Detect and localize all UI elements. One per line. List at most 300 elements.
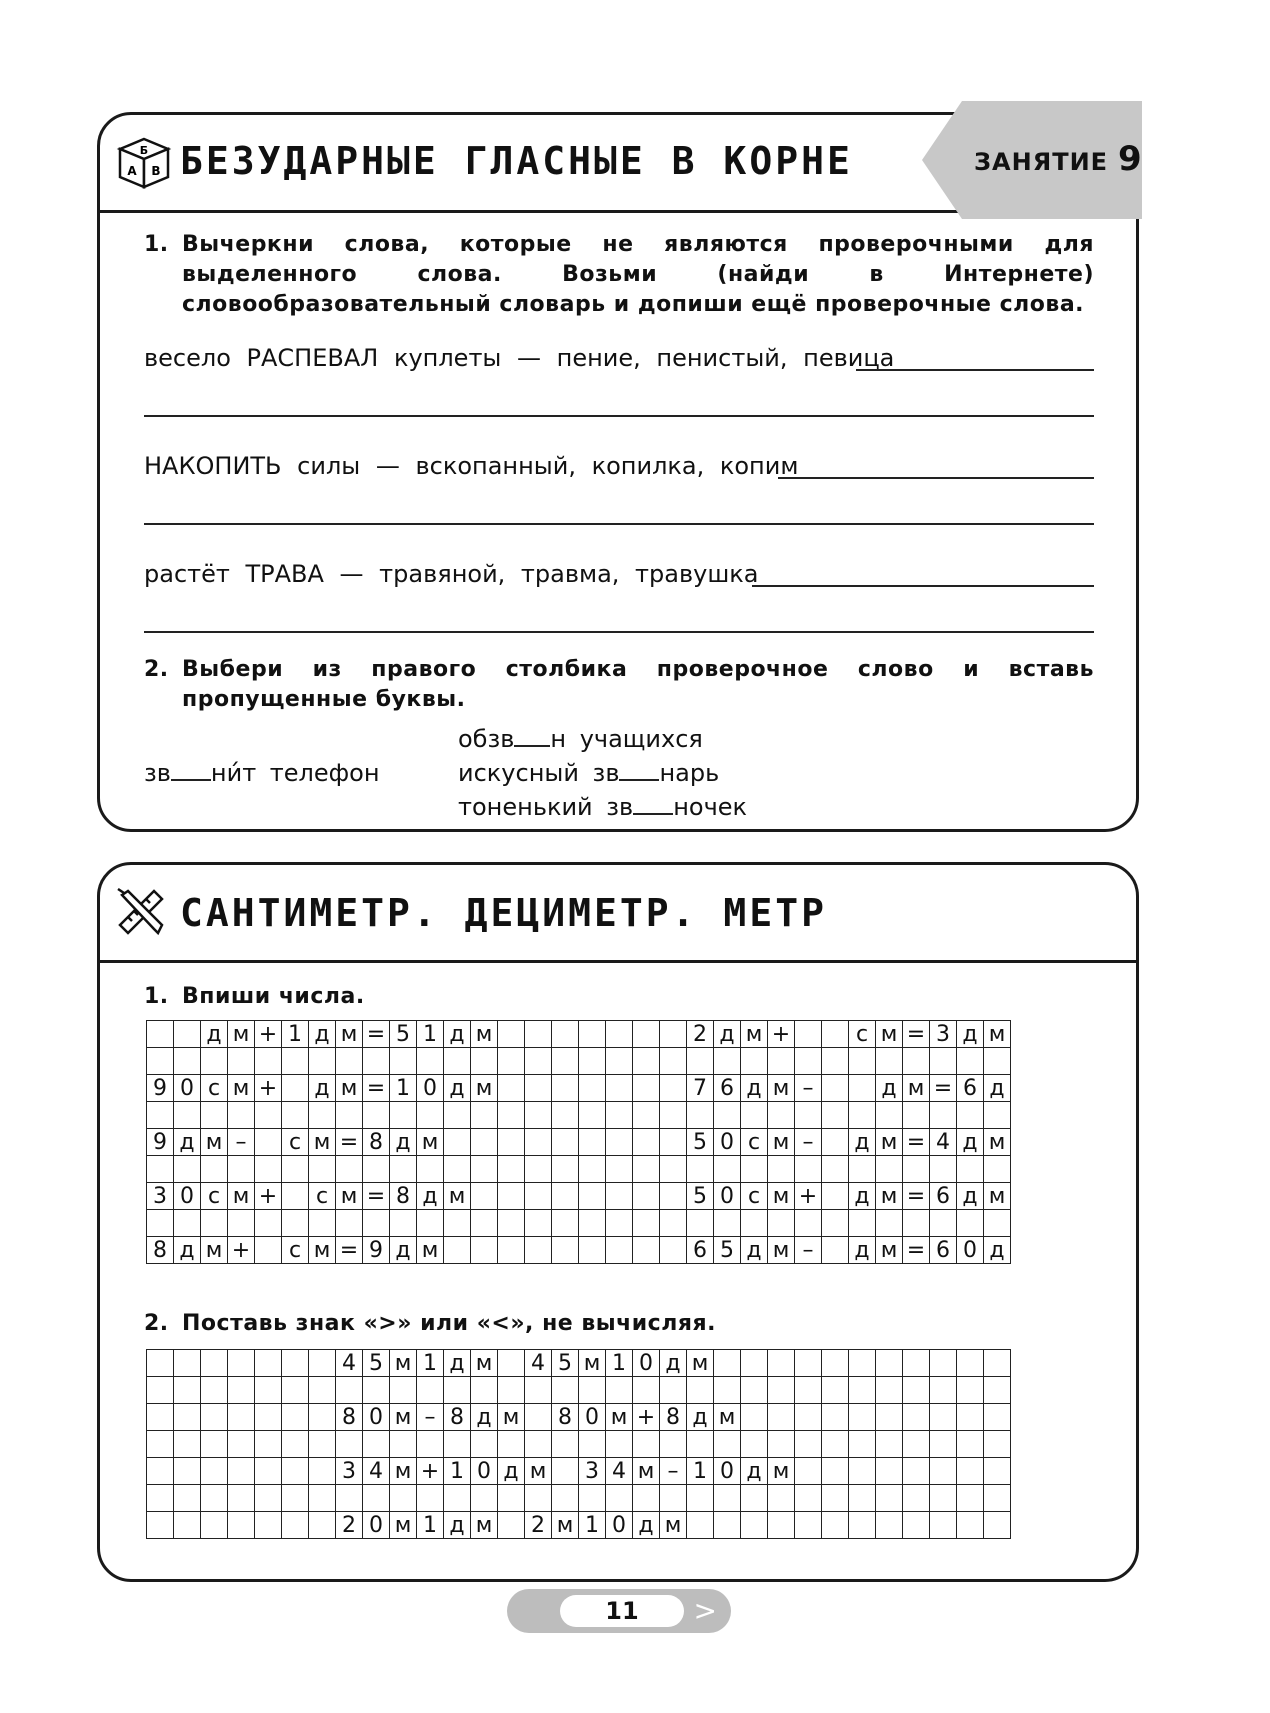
- grid-cell[interactable]: 0: [957, 1237, 984, 1264]
- grid-cell[interactable]: [876, 1048, 903, 1075]
- grid-cell[interactable]: д: [876, 1075, 903, 1102]
- grid-cell[interactable]: [687, 1156, 714, 1183]
- grid-cell[interactable]: [282, 1102, 309, 1129]
- grid-cell[interactable]: 8: [336, 1404, 363, 1431]
- grid-cell[interactable]: [795, 1431, 822, 1458]
- grid-cell[interactable]: [795, 1512, 822, 1539]
- grid-cell[interactable]: [849, 1048, 876, 1075]
- grid-cell[interactable]: м: [984, 1021, 1011, 1048]
- grid-cell[interactable]: [552, 1458, 579, 1485]
- grid-cell[interactable]: [957, 1431, 984, 1458]
- grid-cell[interactable]: [174, 1102, 201, 1129]
- grid-cell[interactable]: 0: [714, 1183, 741, 1210]
- grid-cell[interactable]: м: [336, 1183, 363, 1210]
- grid-cell[interactable]: [147, 1377, 174, 1404]
- grid-cell[interactable]: м: [984, 1183, 1011, 1210]
- grid-cell[interactable]: [147, 1404, 174, 1431]
- grid-cell[interactable]: 1: [687, 1458, 714, 1485]
- grid-cell[interactable]: 6: [687, 1237, 714, 1264]
- grid-cell[interactable]: [336, 1377, 363, 1404]
- grid-cell[interactable]: [822, 1485, 849, 1512]
- grid-cell[interactable]: [984, 1048, 1011, 1075]
- grid-cell[interactable]: [822, 1377, 849, 1404]
- grid-cell[interactable]: 5: [687, 1129, 714, 1156]
- grid-cell[interactable]: [957, 1102, 984, 1129]
- grid-cell[interactable]: [822, 1512, 849, 1539]
- grid-cell[interactable]: с: [309, 1183, 336, 1210]
- grid-cell[interactable]: [660, 1075, 687, 1102]
- grid-cell[interactable]: [795, 1377, 822, 1404]
- grid-cell[interactable]: м: [228, 1021, 255, 1048]
- grid-cell[interactable]: [606, 1237, 633, 1264]
- grid-cell[interactable]: [795, 1021, 822, 1048]
- grid-cell[interactable]: м: [309, 1237, 336, 1264]
- grid-cell[interactable]: [579, 1377, 606, 1404]
- letter-blank[interactable]: [171, 759, 211, 781]
- grid-cell[interactable]: [471, 1129, 498, 1156]
- grid-cell[interactable]: [876, 1404, 903, 1431]
- grid-cell[interactable]: [660, 1431, 687, 1458]
- grid-cell[interactable]: [336, 1156, 363, 1183]
- grid-cell[interactable]: м: [201, 1129, 228, 1156]
- grid-cell[interactable]: [498, 1237, 525, 1264]
- grid-cell[interactable]: 5: [714, 1237, 741, 1264]
- grid-cell[interactable]: [660, 1183, 687, 1210]
- grid-cell[interactable]: [471, 1156, 498, 1183]
- grid-cell[interactable]: [147, 1431, 174, 1458]
- grid-cell[interactable]: [579, 1129, 606, 1156]
- grid-cell[interactable]: [201, 1377, 228, 1404]
- grid-cell[interactable]: [849, 1485, 876, 1512]
- grid-cell[interactable]: 1: [417, 1512, 444, 1539]
- grid-cell[interactable]: [147, 1458, 174, 1485]
- grid-cell[interactable]: [930, 1102, 957, 1129]
- grid-cell[interactable]: [552, 1431, 579, 1458]
- grid-cell[interactable]: [525, 1485, 552, 1512]
- grid-cell[interactable]: [822, 1102, 849, 1129]
- grid-cell[interactable]: м: [444, 1183, 471, 1210]
- grid-cell[interactable]: 6: [714, 1075, 741, 1102]
- grid-cell[interactable]: [795, 1458, 822, 1485]
- grid-cell[interactable]: [525, 1021, 552, 1048]
- grid-cell[interactable]: с: [282, 1237, 309, 1264]
- grid-cell[interactable]: [255, 1210, 282, 1237]
- grid-cell[interactable]: [606, 1210, 633, 1237]
- grid-cell[interactable]: [309, 1377, 336, 1404]
- grid-cell[interactable]: [876, 1485, 903, 1512]
- grid-cell[interactable]: [201, 1102, 228, 1129]
- grid-cell[interactable]: м: [768, 1183, 795, 1210]
- grid-cell[interactable]: [930, 1377, 957, 1404]
- grid-cell[interactable]: [606, 1183, 633, 1210]
- grid-cell[interactable]: [498, 1102, 525, 1129]
- grid-cell[interactable]: [984, 1377, 1011, 1404]
- grid-cell[interactable]: =: [903, 1237, 930, 1264]
- grid-cell[interactable]: [363, 1377, 390, 1404]
- grid-cell[interactable]: 0: [363, 1512, 390, 1539]
- grid-cell[interactable]: [876, 1156, 903, 1183]
- grid-cell[interactable]: [687, 1102, 714, 1129]
- grid-cell[interactable]: [768, 1210, 795, 1237]
- grid-cell[interactable]: [849, 1512, 876, 1539]
- grid-cell[interactable]: [255, 1431, 282, 1458]
- grid-cell[interactable]: [930, 1350, 957, 1377]
- grid-cell[interactable]: [390, 1377, 417, 1404]
- grid-cell[interactable]: [822, 1210, 849, 1237]
- grid-cell[interactable]: [552, 1183, 579, 1210]
- grid-cell[interactable]: [552, 1156, 579, 1183]
- grid-cell[interactable]: [309, 1458, 336, 1485]
- grid-cell[interactable]: [390, 1156, 417, 1183]
- grid-cell[interactable]: [822, 1129, 849, 1156]
- grid-cell[interactable]: [498, 1512, 525, 1539]
- grid-cell[interactable]: [714, 1156, 741, 1183]
- letter-blank[interactable]: [633, 793, 673, 815]
- grid-cell[interactable]: м: [228, 1075, 255, 1102]
- grid-cell[interactable]: [741, 1350, 768, 1377]
- grid-cell[interactable]: м: [390, 1458, 417, 1485]
- grid-cell[interactable]: м: [417, 1129, 444, 1156]
- grid-cell[interactable]: [282, 1404, 309, 1431]
- grid-cell[interactable]: д: [309, 1021, 336, 1048]
- grid-cell[interactable]: [309, 1404, 336, 1431]
- grid-cell[interactable]: 5: [687, 1183, 714, 1210]
- grid-cell[interactable]: [822, 1048, 849, 1075]
- grid-cell[interactable]: [984, 1210, 1011, 1237]
- grid-cell[interactable]: [147, 1021, 174, 1048]
- grid-cell[interactable]: [768, 1377, 795, 1404]
- grid-cell[interactable]: м: [876, 1183, 903, 1210]
- grid-cell[interactable]: м: [876, 1237, 903, 1264]
- grid-cell[interactable]: [822, 1075, 849, 1102]
- grid-cell[interactable]: [741, 1485, 768, 1512]
- grid-cell[interactable]: м: [471, 1512, 498, 1539]
- grid-cell[interactable]: [714, 1102, 741, 1129]
- grid-cell[interactable]: [849, 1377, 876, 1404]
- grid-cell[interactable]: м: [633, 1458, 660, 1485]
- grid-cell[interactable]: [795, 1102, 822, 1129]
- grid-cell[interactable]: [174, 1512, 201, 1539]
- grid-cell[interactable]: –: [417, 1404, 444, 1431]
- grid-cell[interactable]: [255, 1350, 282, 1377]
- grid-cell[interactable]: м: [552, 1512, 579, 1539]
- grid-cell[interactable]: [498, 1350, 525, 1377]
- grid-cell[interactable]: [633, 1156, 660, 1183]
- grid-cell[interactable]: [579, 1156, 606, 1183]
- grid-cell[interactable]: [255, 1485, 282, 1512]
- grid-cell[interactable]: с: [201, 1075, 228, 1102]
- grid-cell[interactable]: [903, 1048, 930, 1075]
- grid-cell[interactable]: 8: [363, 1129, 390, 1156]
- grid-cell[interactable]: [579, 1210, 606, 1237]
- grid-cell[interactable]: [552, 1237, 579, 1264]
- grid-cell[interactable]: [552, 1048, 579, 1075]
- grid-cell[interactable]: 4: [930, 1129, 957, 1156]
- grid-cell[interactable]: [768, 1350, 795, 1377]
- grid-cell[interactable]: [255, 1512, 282, 1539]
- grid-cell[interactable]: [633, 1485, 660, 1512]
- grid-cell[interactable]: 1: [417, 1350, 444, 1377]
- grid-cell[interactable]: [444, 1156, 471, 1183]
- comparison-grid[interactable]: [146, 1349, 1011, 1539]
- grid-cell[interactable]: [660, 1237, 687, 1264]
- grid-cell[interactable]: м: [390, 1512, 417, 1539]
- grid-cell[interactable]: [525, 1431, 552, 1458]
- grid-cell[interactable]: [498, 1129, 525, 1156]
- grid-cell[interactable]: [903, 1431, 930, 1458]
- grid-cell[interactable]: [174, 1156, 201, 1183]
- grid-cell[interactable]: [552, 1021, 579, 1048]
- grid-cell[interactable]: [471, 1210, 498, 1237]
- grid-cell[interactable]: [957, 1458, 984, 1485]
- grid-cell[interactable]: с: [849, 1021, 876, 1048]
- grid-cell[interactable]: [822, 1458, 849, 1485]
- grid-cell[interactable]: [957, 1404, 984, 1431]
- grid-cell[interactable]: [471, 1485, 498, 1512]
- grid-cell[interactable]: м: [768, 1237, 795, 1264]
- grid-cell[interactable]: –: [795, 1129, 822, 1156]
- grid-cell[interactable]: [282, 1350, 309, 1377]
- grid-cell[interactable]: д: [660, 1350, 687, 1377]
- grid-cell[interactable]: [606, 1021, 633, 1048]
- grid-cell[interactable]: м: [876, 1129, 903, 1156]
- grid-cell[interactable]: [606, 1075, 633, 1102]
- grid-cell[interactable]: [417, 1485, 444, 1512]
- grid-cell[interactable]: [255, 1129, 282, 1156]
- grid-cell[interactable]: д: [741, 1237, 768, 1264]
- grid-cell[interactable]: 1: [579, 1512, 606, 1539]
- grid-cell[interactable]: 8: [147, 1237, 174, 1264]
- grid-cell[interactable]: [174, 1377, 201, 1404]
- answer-line[interactable]: [856, 369, 1094, 371]
- grid-cell[interactable]: [525, 1210, 552, 1237]
- grid-cell[interactable]: [336, 1048, 363, 1075]
- grid-cell[interactable]: [903, 1102, 930, 1129]
- grid-cell[interactable]: [957, 1350, 984, 1377]
- grid-cell[interactable]: [849, 1458, 876, 1485]
- grid-cell[interactable]: [633, 1129, 660, 1156]
- grid-cell[interactable]: =: [336, 1237, 363, 1264]
- grid-cell[interactable]: [849, 1210, 876, 1237]
- grid-cell[interactable]: [228, 1512, 255, 1539]
- grid-cell[interactable]: +: [417, 1458, 444, 1485]
- grid-cell[interactable]: [552, 1485, 579, 1512]
- grid-cell[interactable]: [525, 1048, 552, 1075]
- grid-cell[interactable]: м: [390, 1404, 417, 1431]
- grid-cell[interactable]: [363, 1048, 390, 1075]
- grid-cell[interactable]: 6: [930, 1237, 957, 1264]
- grid-cell[interactable]: [660, 1210, 687, 1237]
- grid-cell[interactable]: [282, 1075, 309, 1102]
- grid-cell[interactable]: [687, 1431, 714, 1458]
- grid-cell[interactable]: [552, 1210, 579, 1237]
- grid-cell[interactable]: [201, 1404, 228, 1431]
- grid-cell[interactable]: 8: [660, 1404, 687, 1431]
- grid-cell[interactable]: д: [201, 1021, 228, 1048]
- grid-cell[interactable]: [552, 1129, 579, 1156]
- grid-cell[interactable]: +: [228, 1237, 255, 1264]
- grid-cell[interactable]: д: [498, 1458, 525, 1485]
- grid-cell[interactable]: [282, 1048, 309, 1075]
- grid-cell[interactable]: [201, 1512, 228, 1539]
- grid-cell[interactable]: м: [498, 1404, 525, 1431]
- grid-cell[interactable]: д: [741, 1075, 768, 1102]
- grid-cell[interactable]: с: [741, 1129, 768, 1156]
- grid-cell[interactable]: [903, 1512, 930, 1539]
- grid-cell[interactable]: м: [471, 1350, 498, 1377]
- grid-cell[interactable]: [498, 1156, 525, 1183]
- grid-cell[interactable]: [633, 1075, 660, 1102]
- grid-cell[interactable]: [417, 1377, 444, 1404]
- grid-cell[interactable]: 8: [444, 1404, 471, 1431]
- grid-cell[interactable]: [606, 1048, 633, 1075]
- grid-cell[interactable]: [363, 1102, 390, 1129]
- grid-cell[interactable]: м: [417, 1237, 444, 1264]
- grid-cell[interactable]: [363, 1156, 390, 1183]
- grid-cell[interactable]: [633, 1210, 660, 1237]
- grid-cell[interactable]: [822, 1350, 849, 1377]
- grid-cell[interactable]: [147, 1485, 174, 1512]
- grid-cell[interactable]: м: [336, 1075, 363, 1102]
- grid-cell[interactable]: [228, 1156, 255, 1183]
- grid-cell[interactable]: [309, 1512, 336, 1539]
- grid-cell[interactable]: [471, 1048, 498, 1075]
- grid-cell[interactable]: [768, 1404, 795, 1431]
- grid-cell[interactable]: 0: [714, 1129, 741, 1156]
- grid-cell[interactable]: =: [363, 1183, 390, 1210]
- grid-cell[interactable]: [930, 1048, 957, 1075]
- grid-cell[interactable]: [903, 1210, 930, 1237]
- grid-cell[interactable]: +: [255, 1075, 282, 1102]
- grid-cell[interactable]: [282, 1431, 309, 1458]
- grid-cell[interactable]: =: [363, 1075, 390, 1102]
- grid-cell[interactable]: [525, 1377, 552, 1404]
- grid-cell[interactable]: [714, 1350, 741, 1377]
- grid-cell[interactable]: [336, 1102, 363, 1129]
- grid-cell[interactable]: [849, 1431, 876, 1458]
- grid-cell[interactable]: [876, 1377, 903, 1404]
- grid-cell[interactable]: [930, 1512, 957, 1539]
- grid-cell[interactable]: 1: [606, 1350, 633, 1377]
- grid-cell[interactable]: 1: [444, 1458, 471, 1485]
- grid-cell[interactable]: [282, 1210, 309, 1237]
- grid-cell[interactable]: 3: [147, 1183, 174, 1210]
- grid-cell[interactable]: [741, 1404, 768, 1431]
- grid-cell[interactable]: [255, 1377, 282, 1404]
- grid-cell[interactable]: [903, 1404, 930, 1431]
- next-page-arrow-icon[interactable]: >: [693, 1594, 717, 1627]
- grid-cell[interactable]: [363, 1485, 390, 1512]
- grid-cell[interactable]: [201, 1458, 228, 1485]
- grid-cell[interactable]: [741, 1431, 768, 1458]
- grid-cell[interactable]: д: [174, 1129, 201, 1156]
- grid-cell[interactable]: 5: [552, 1350, 579, 1377]
- grid-cell[interactable]: [525, 1156, 552, 1183]
- grid-cell[interactable]: 1: [390, 1075, 417, 1102]
- grid-cell[interactable]: [228, 1404, 255, 1431]
- grid-cell[interactable]: 9: [363, 1237, 390, 1264]
- grid-cell[interactable]: [714, 1512, 741, 1539]
- grid-cell[interactable]: 6: [957, 1075, 984, 1102]
- grid-cell[interactable]: м: [309, 1129, 336, 1156]
- grid-cell[interactable]: д: [444, 1350, 471, 1377]
- grid-cell[interactable]: [201, 1048, 228, 1075]
- grid-cell[interactable]: 0: [363, 1404, 390, 1431]
- grid-cell[interactable]: д: [957, 1183, 984, 1210]
- grid-cell[interactable]: =: [903, 1129, 930, 1156]
- grid-cell[interactable]: [255, 1102, 282, 1129]
- grid-cell[interactable]: [525, 1237, 552, 1264]
- grid-cell[interactable]: [336, 1210, 363, 1237]
- grid-cell[interactable]: [741, 1102, 768, 1129]
- grid-cell[interactable]: 6: [930, 1183, 957, 1210]
- grid-cell[interactable]: [228, 1048, 255, 1075]
- grid-cell[interactable]: [633, 1183, 660, 1210]
- grid-cell[interactable]: д: [390, 1129, 417, 1156]
- grid-cell[interactable]: [255, 1156, 282, 1183]
- grid-cell[interactable]: д: [687, 1404, 714, 1431]
- answer-line[interactable]: [778, 477, 1094, 479]
- grid-cell[interactable]: д: [957, 1021, 984, 1048]
- grid-cell[interactable]: 9: [147, 1129, 174, 1156]
- grid-cell[interactable]: [768, 1431, 795, 1458]
- grid-cell[interactable]: [714, 1048, 741, 1075]
- grid-cell[interactable]: 3: [336, 1458, 363, 1485]
- grid-cell[interactable]: [525, 1183, 552, 1210]
- grid-cell[interactable]: [174, 1350, 201, 1377]
- grid-cell[interactable]: [768, 1156, 795, 1183]
- grid-cell[interactable]: [201, 1156, 228, 1183]
- grid-cell[interactable]: [498, 1075, 525, 1102]
- grid-cell[interactable]: [309, 1102, 336, 1129]
- grid-cell[interactable]: [633, 1377, 660, 1404]
- grid-cell[interactable]: [903, 1377, 930, 1404]
- grid-cell[interactable]: [444, 1237, 471, 1264]
- grid-cell[interactable]: [174, 1404, 201, 1431]
- grid-cell[interactable]: –: [660, 1458, 687, 1485]
- grid-cell[interactable]: 2: [336, 1512, 363, 1539]
- grid-cell[interactable]: [876, 1512, 903, 1539]
- grid-cell[interactable]: [336, 1431, 363, 1458]
- grid-cell[interactable]: 0: [579, 1404, 606, 1431]
- grid-cell[interactable]: м: [903, 1075, 930, 1102]
- grid-cell[interactable]: [930, 1485, 957, 1512]
- grid-cell[interactable]: [795, 1485, 822, 1512]
- grid-cell[interactable]: м: [390, 1350, 417, 1377]
- grid-cell[interactable]: м: [606, 1404, 633, 1431]
- grid-cell[interactable]: м: [876, 1021, 903, 1048]
- grid-cell[interactable]: д: [417, 1183, 444, 1210]
- grid-cell[interactable]: [282, 1156, 309, 1183]
- grid-cell[interactable]: [633, 1021, 660, 1048]
- grid-cell[interactable]: м: [687, 1350, 714, 1377]
- grid-cell[interactable]: 7: [687, 1075, 714, 1102]
- grid-cell[interactable]: 4: [606, 1458, 633, 1485]
- grid-cell[interactable]: [930, 1458, 957, 1485]
- grid-cell[interactable]: [984, 1431, 1011, 1458]
- grid-cell[interactable]: 4: [363, 1458, 390, 1485]
- grid-cell[interactable]: [795, 1404, 822, 1431]
- grid-cell[interactable]: [795, 1350, 822, 1377]
- grid-cell[interactable]: д: [309, 1075, 336, 1102]
- grid-cell[interactable]: 0: [174, 1075, 201, 1102]
- grid-cell[interactable]: м: [768, 1075, 795, 1102]
- grid-cell[interactable]: 2: [687, 1021, 714, 1048]
- grid-cell[interactable]: [957, 1512, 984, 1539]
- grid-cell[interactable]: [309, 1350, 336, 1377]
- grid-cell[interactable]: [741, 1512, 768, 1539]
- answer-line[interactable]: [752, 585, 1094, 587]
